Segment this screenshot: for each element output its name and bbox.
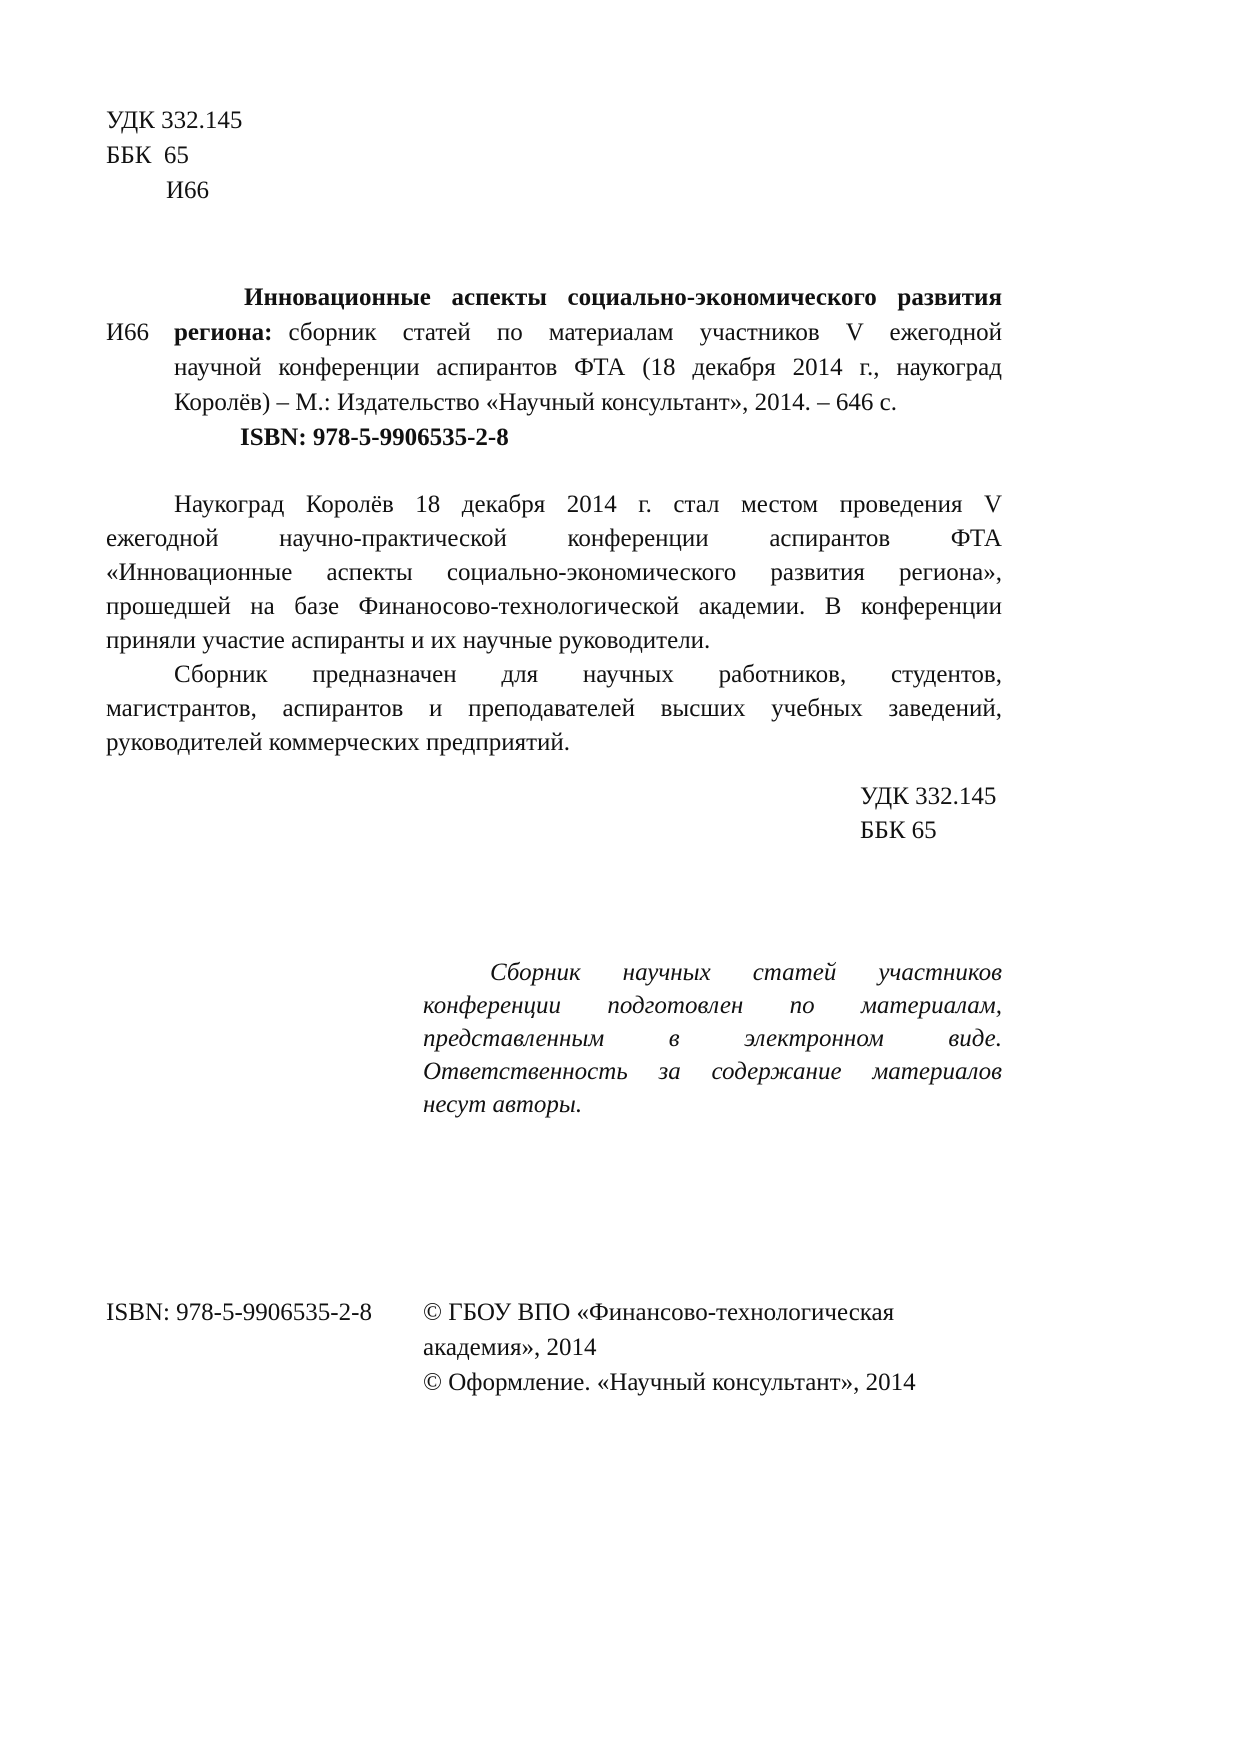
footer-bbk-code: ББК 65 bbox=[860, 817, 937, 844]
note-line1: Сборник научных статей участников bbox=[490, 959, 1002, 986]
imprint-isbn: ISBN: 978-5-9906535-2-8 bbox=[106, 1299, 372, 1326]
bib-title-line2-start: региона: bbox=[174, 319, 273, 346]
annotation-p2-line3: руководителей коммерческих предприятий. bbox=[106, 729, 571, 756]
bbk-code: ББК 65 bbox=[106, 142, 189, 169]
imprint-copyright1-line2: академия», 2014 bbox=[423, 1334, 597, 1361]
bib-line3: научной конференции аспирантов ФТА (18 декабря 2014 г., наукоград bbox=[174, 354, 1002, 381]
annotation-p1-line3: «Инновационные аспекты социально-экономического развития региона», bbox=[106, 559, 1002, 586]
bib-side-mark: И66 bbox=[106, 319, 150, 346]
note-line4: Ответственность за содержание материалов bbox=[423, 1058, 1002, 1085]
imprint-copyright2: © Оформление. «Научный консультант», 2014 bbox=[423, 1369, 916, 1396]
bib-line2 bbox=[174, 315, 1002, 350]
udk-code: УДК 332.145 bbox=[106, 107, 243, 134]
annotation-p2-line1: Сборник предназначен для научных работников, студентов, bbox=[174, 661, 1002, 688]
note-line3: представленным в электронном виде. bbox=[423, 1025, 1002, 1052]
bib-line4: Королёв) – М.: Издательство «Научный консультант», 2014. – 646 с. bbox=[174, 389, 898, 416]
annotation-p1-line1: Наукоград Королёв 18 декабря 2014 г. стал местом проведения V bbox=[174, 491, 1002, 518]
author-mark: И66 bbox=[166, 177, 210, 204]
imprint-copyright1-line1: © ГБОУ ВПО «Финансово-технологическая bbox=[423, 1299, 895, 1326]
annotation-p2-line2: магистрантов, аспирантов и преподавателей высших учебных заведений, bbox=[106, 695, 1002, 722]
annotation-p1-line2: ежегодной научно-практической конференции аспирантов ФТА bbox=[106, 525, 1002, 552]
annotation-p1-line5: приняли участие аспиранты и их научные руководители. bbox=[106, 627, 711, 654]
annotation-p1-line4: прошедшей на базе Финаносово-технологической академии. В конференции bbox=[106, 593, 1002, 620]
bib-isbn: ISBN: 978-5-9906535-2-8 bbox=[240, 424, 509, 451]
bib-line2-rest: сборник статей по материалам участников V ежегодной bbox=[288, 319, 1002, 346]
note-line2: конференции подготовлен по материалам, bbox=[423, 992, 1002, 1019]
note-line5: несут авторы. bbox=[423, 1091, 583, 1118]
footer-udk-code: УДК 332.145 bbox=[860, 783, 997, 810]
bib-title-line1: Инновационные аспекты социально-экономического развития bbox=[244, 284, 1002, 311]
